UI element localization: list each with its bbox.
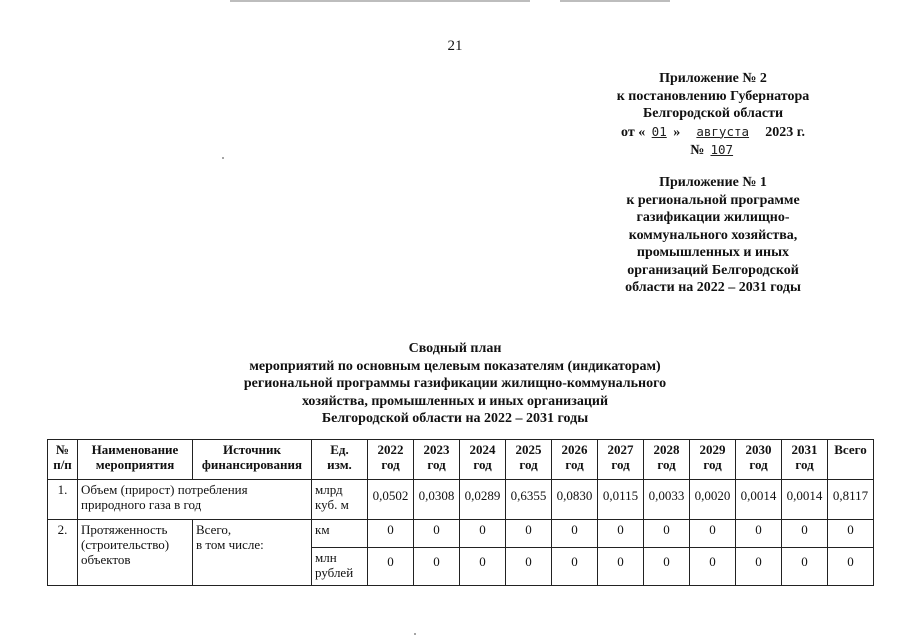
appendix2-line: Приложение № 2 [659, 71, 767, 86]
value-cell: 0 [690, 548, 736, 586]
value-cell: 0 [368, 548, 414, 586]
value-cell: 0,0502 [368, 480, 414, 520]
header-year: 2029 год [690, 440, 736, 480]
header-unit: Ед. изм. [312, 440, 368, 480]
header-year: 2028 год [644, 440, 690, 480]
row-name: Протяженность (строительство) объектов [78, 520, 193, 586]
plan-title-line: мероприятий по основным целевым показателям (индикаторам) [249, 358, 661, 374]
appendix1-line: к региональной программе [626, 192, 800, 208]
total-cell: 0 [828, 548, 874, 586]
header-total: Всего [828, 440, 874, 480]
row-source: Всего, в том числе: [193, 520, 312, 586]
appendix1-line: области на 2022 – 2031 годы [625, 280, 801, 295]
value-cell: 0,0020 [690, 480, 736, 520]
value-cell: 0 [690, 520, 736, 548]
page-number: 21 [447, 38, 463, 54]
appendix2-header [593, 70, 833, 160]
value-cell: 0 [782, 548, 828, 586]
table-row [48, 480, 874, 520]
appendix2-line: Белгородской области [642, 106, 784, 121]
appendix2-date: от « 01 » августа 2023 г. [621, 123, 805, 140]
date-month-field: августа [696, 123, 750, 139]
value-cell: 0 [414, 520, 460, 548]
decree-number-field: 107 [710, 142, 734, 157]
table-header-row [48, 440, 874, 480]
row-name: Объем (прирост) потребления природного газа в год [78, 480, 312, 520]
value-cell: 0 [782, 520, 828, 548]
value-cell: 0 [736, 520, 782, 548]
header-year: 2025 год [506, 440, 552, 480]
appendix1-header [593, 174, 833, 297]
value-cell: 0 [414, 548, 460, 586]
row-num: 2. [48, 520, 78, 586]
value-cell: 0 [598, 548, 644, 586]
scan-speck [222, 157, 224, 159]
value-cell: 0,0033 [644, 480, 690, 520]
plan-title-line: Белгородской области на 2022 – 2031 годы [321, 411, 589, 426]
row-unit: км [312, 520, 368, 548]
value-cell: 0,0014 [782, 480, 828, 520]
appendix1-line: газификации жилищно- [636, 210, 790, 225]
appendix2-line: к постановлению Губернатора [616, 88, 810, 104]
header-year: 2027 год [598, 440, 644, 480]
value-cell: 0,0115 [598, 480, 644, 520]
value-cell: 0 [552, 520, 598, 548]
header-year: 2026 год [552, 440, 598, 480]
header-year: 2031 год [782, 440, 828, 480]
value-cell: 0 [736, 548, 782, 586]
row-unit: млн рублей [312, 548, 368, 586]
scan-edge-line [560, 0, 670, 2]
plan-title-line: Сводный план [408, 341, 502, 356]
value-cell: 0,0014 [736, 480, 782, 520]
value-cell: 0 [552, 548, 598, 586]
appendix1-line: Приложение № 1 [659, 175, 767, 190]
value-cell: 0 [644, 548, 690, 586]
total-cell: 0,8117 [828, 480, 874, 520]
date-day-field: 01 [651, 123, 667, 139]
header-name: Наименование мероприятия [78, 440, 193, 480]
value-cell: 0 [598, 520, 644, 548]
row-num: 1. [48, 480, 78, 520]
value-cell: 0,0308 [414, 480, 460, 520]
scan-edge-line [230, 0, 530, 2]
row-unit: млрд куб. м [312, 480, 368, 520]
header-year: 2024 год [460, 440, 506, 480]
value-cell: 0 [460, 548, 506, 586]
value-cell: 0 [460, 520, 506, 548]
value-cell: 0,0830 [552, 480, 598, 520]
appendix1-line: промышленных и иных [636, 245, 790, 260]
header-year: 2023 год [414, 440, 460, 480]
header-num: № п/п [48, 440, 78, 480]
scan-speck [414, 633, 416, 635]
header-source: Источник финансирования [193, 440, 312, 480]
table-row [48, 520, 874, 548]
value-cell: 0 [506, 520, 552, 548]
value-cell: 0,0289 [460, 480, 506, 520]
appendix2-number: № 107 [593, 141, 833, 160]
value-cell: 0 [506, 548, 552, 586]
value-cell: 0,6355 [506, 480, 552, 520]
appendix1-line: организаций Белгородской [627, 262, 799, 278]
plan-title-line: региональной программы газификации жилищно-коммунального [243, 376, 667, 391]
plan-title-line: хозяйства, промышленных и иных организаций [301, 393, 609, 409]
total-cell: 0 [828, 520, 874, 548]
value-cell: 0 [644, 520, 690, 548]
value-cell: 0 [368, 520, 414, 548]
appendix1-line: коммунального хозяйства, [628, 227, 798, 243]
plan-title [0, 340, 910, 428]
header-year: 2030 год [736, 440, 782, 480]
indicator-plan-table [47, 439, 874, 586]
header-year: 2022 год [368, 440, 414, 480]
